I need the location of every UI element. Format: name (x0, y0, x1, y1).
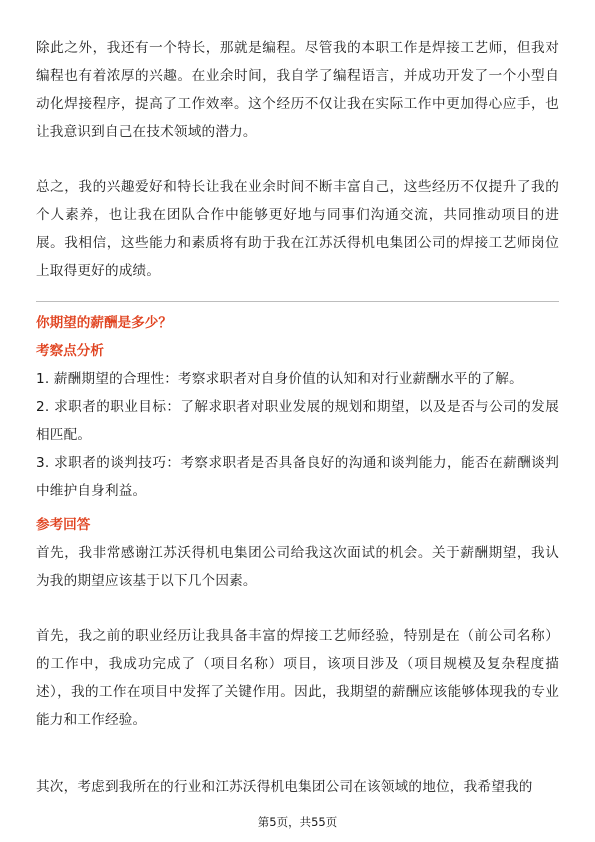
analysis-item-1: 1. 薪酬期望的合理性：考察求职者对自身价值的认知和对行业薪酬水平的了解。 (36, 371, 523, 387)
answer-heading: 参考回答 (36, 517, 91, 533)
page-number: 第5页，共55页 (257, 815, 338, 829)
paragraph-summary: 总之，我的兴趣爱好和特长让我在业余时间不断丰富自己，这些经历不仅提升了我的个人素养，也让我在团队合作中能够更好地与同事们沟通交流，共同推动项目的进展。我相信，这些能力和素质将有助于我在江苏沃得机电集团公司的焊接工艺师岗位上取得更好的成绩。 (36, 179, 559, 279)
analysis-item-3: 3. 求职者的谈判技巧：考察求职者是否具备良好的沟通和谈判能力，能否在薪酬谈判中维护自身利益。 (36, 455, 559, 499)
answer-paragraph-3: 其次，考虑到我所在的行业和江苏沃得机电集团公司在该领域的地位，我希望我的 (36, 779, 533, 795)
analysis-item-2: 2. 求职者的职业目标：了解求职者对职业发展的规划和期望，以及是否与公司的发展相匹配。 (36, 399, 559, 443)
question-title: 你期望的薪酬是多少？ (36, 315, 172, 331)
answer-paragraph-2: 首先，我之前的职业经历让我具备丰富的焊接工艺师经验，特别是在（前公司名称）的工作中，我成功完成了（项目名称）项目，该项目涉及（项目规模及复杂程度描述），我的工作在项目中发挥了关键作用。因此，我期望的薪酬应该能够体现我的专业能力和工作经验。 (36, 628, 559, 728)
paragraph-programming: 除此之外，我还有一个特长，那就是编程。尽管我的本职工作是焊接工艺师，但我对编程也有着浓厚的兴趣。在业余时间，我自学了编程语言，并成功开发了一个小型自动化焊接程序，提高了工作效率。这个经历不仅让我在实际工作中更加得心应手，也让我意识到自己在技术领域的潜力。 (36, 40, 559, 140)
section-divider (36, 301, 559, 302)
analysis-heading: 考察点分析 (36, 343, 104, 359)
answer-paragraph-1: 首先，我非常感谢江苏沃得机电集团公司给我这次面试的机会。关于薪酬期望，我认为我的期望应该基于以下几个因素。 (36, 545, 559, 589)
